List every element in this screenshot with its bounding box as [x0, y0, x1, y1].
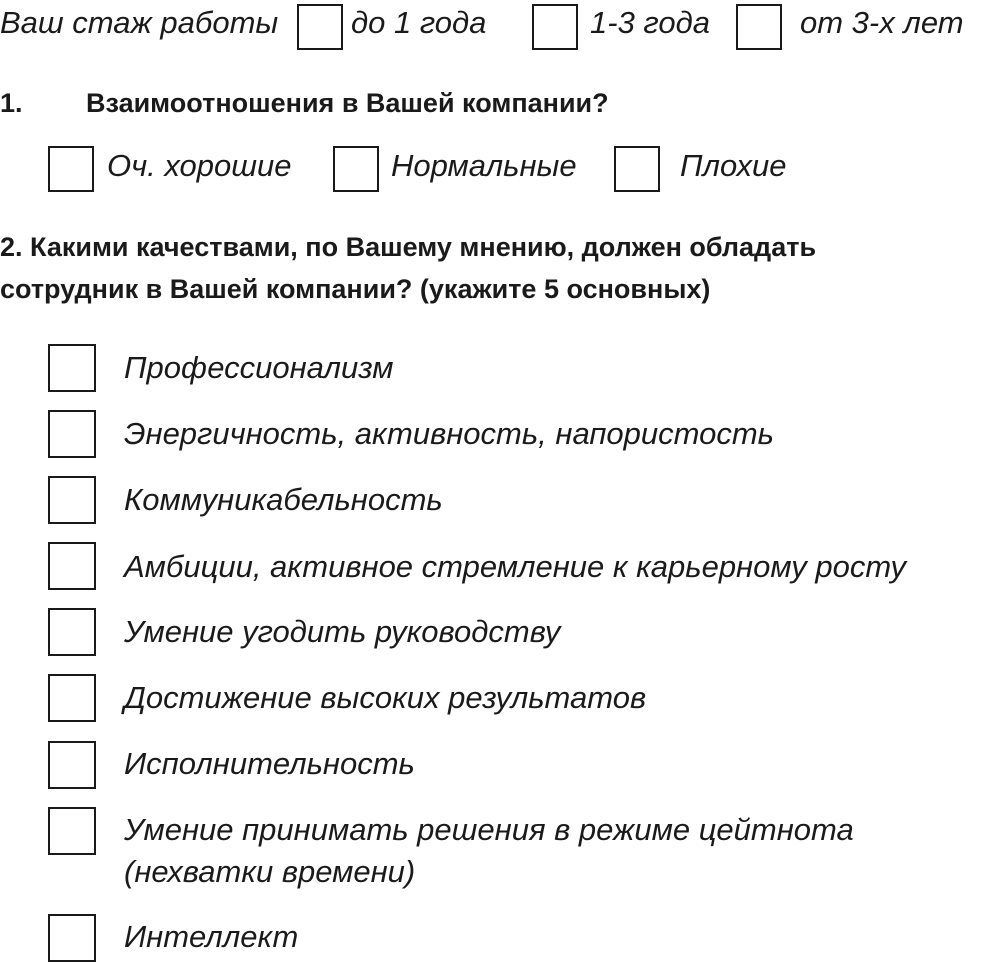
q2-text-line-2: сотрудник в Вашей компании? (укажите 5 основных) — [0, 274, 711, 304]
q2-checkbox-communication[interactable] — [48, 476, 96, 524]
q2-checkbox-time-pressure[interactable] — [48, 807, 96, 855]
q1-checkbox-bad[interactable] — [614, 146, 660, 192]
q1-checkbox-normal[interactable] — [333, 146, 379, 192]
q2-checkbox-intellect[interactable] — [48, 914, 96, 962]
q2-option-communication: Коммуникабельность — [124, 482, 443, 517]
experience-checkbox-over-3-years[interactable] — [736, 4, 782, 50]
q2-option-time-pressure-line-2: (нехватки времени) — [124, 854, 416, 889]
q1-number: 1. — [0, 88, 23, 118]
experience-option-under-1-year: до 1 года — [351, 5, 487, 40]
q1-option-bad: Плохие — [680, 148, 787, 183]
q2-option-high-results: Достижение высоких результатов — [124, 680, 647, 715]
q1-checkbox-very-good[interactable] — [48, 146, 94, 192]
q2-text-line-1: 2. Какими качествами, по Вашему мнению, должен обладать — [0, 232, 817, 262]
q2-option-energy: Энергичность, активность, напористость — [124, 416, 774, 451]
q2-checkbox-professionalism[interactable] — [48, 344, 96, 392]
q2-option-time-pressure-line-1: Умение принимать решения в режиме цейтнота — [124, 812, 854, 847]
experience-checkbox-1-3-years[interactable] — [532, 4, 578, 50]
q2-option-ambition: Амбиции, активное стремление к карьерному росту — [124, 549, 906, 584]
q2-checkbox-high-results[interactable] — [48, 674, 96, 722]
q1-text: Взаимоотношения в Вашей компании? — [86, 88, 609, 118]
q1-option-normal: Нормальные — [391, 148, 577, 183]
q1-option-very-good: Оч. хорошие — [107, 148, 292, 183]
q2-option-professionalism: Профессионализм — [124, 350, 394, 385]
experience-option-over-3-years: от 3-х лет — [800, 5, 964, 40]
q2-checkbox-please-management[interactable] — [48, 608, 96, 656]
experience-option-1-3-years: 1-3 года — [590, 5, 710, 40]
experience-label: Ваш стаж работы — [0, 5, 279, 40]
q2-checkbox-ambition[interactable] — [48, 542, 96, 590]
q2-option-please-management: Умение угодить руководству — [124, 614, 561, 649]
experience-checkbox-under-1-year[interactable] — [297, 4, 343, 50]
q2-checkbox-diligence[interactable] — [48, 741, 96, 789]
q2-checkbox-energy[interactable] — [48, 410, 96, 458]
q2-option-diligence: Исполнительность — [124, 746, 415, 781]
q2-option-intellect: Интеллект — [124, 919, 299, 954]
